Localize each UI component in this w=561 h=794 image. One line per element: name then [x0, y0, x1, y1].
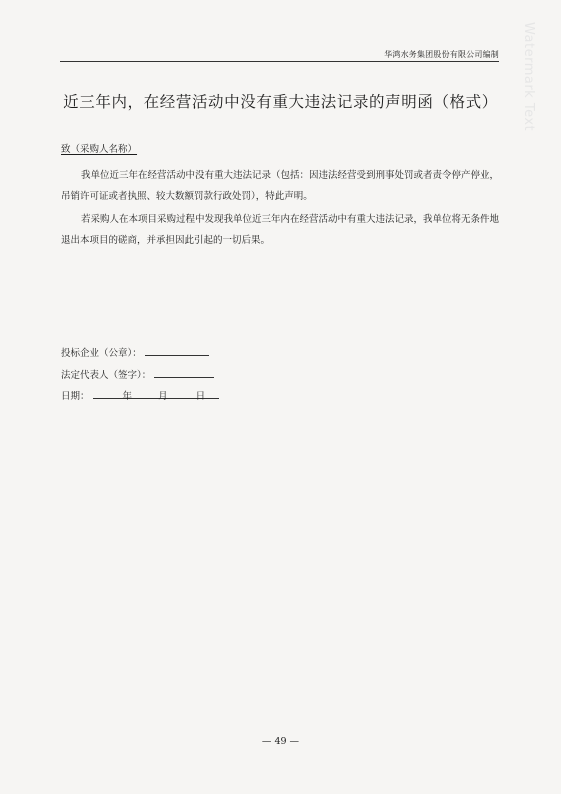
- company-seal-label: 投标企业（公章）：: [61, 348, 142, 359]
- date-year-label: 年: [123, 388, 133, 399]
- declaration-paragraph-1: 我单位近三年在经营活动中没有重大违法记录（包括：因违法经营受到刑事处罚或者责令停产停业，吊销许可证或者执照、较大数额罚款行政处罚），特此声明。: [61, 170, 500, 202]
- representative-label: 法定代表人（签字）：: [61, 370, 152, 381]
- salutation-recipient: （采购人名称）: [70, 144, 138, 155]
- signature-representative-line: [61, 367, 214, 381]
- watermark: Watermark Text: [521, 22, 536, 132]
- header-organization: 华鸿水务集团股份有限公司编制: [384, 50, 499, 59]
- declaration-paragraph-2: 若采购人在本项目采购过程中发现我单位近三年内在经营活动中有重大违法记录，我单位将无条件地退出本项目的磋商，并承担因此引起的一切后果。: [61, 214, 500, 246]
- page-number: — 49 —: [261, 736, 300, 747]
- company-seal-blank: [145, 345, 209, 356]
- representative-signature-blank: [154, 367, 214, 378]
- date-end-blank: [205, 388, 219, 399]
- salutation: [61, 141, 503, 155]
- date-month-blank: [132, 388, 158, 399]
- date-label: 日期：: [61, 391, 90, 402]
- signature-date-line: [61, 388, 219, 402]
- salutation-prefix: 致: [61, 144, 71, 155]
- date-day-label: 日: [196, 388, 206, 399]
- date-year-blank: [93, 388, 123, 399]
- header-divider: [60, 61, 499, 62]
- document-title: 近三年内，在经营活动中没有重大违法记录的声明函（格式）: [63, 93, 498, 111]
- date-day-blank: [168, 388, 196, 399]
- signature-company-line: [61, 345, 209, 359]
- date-month-label: 月: [158, 388, 168, 399]
